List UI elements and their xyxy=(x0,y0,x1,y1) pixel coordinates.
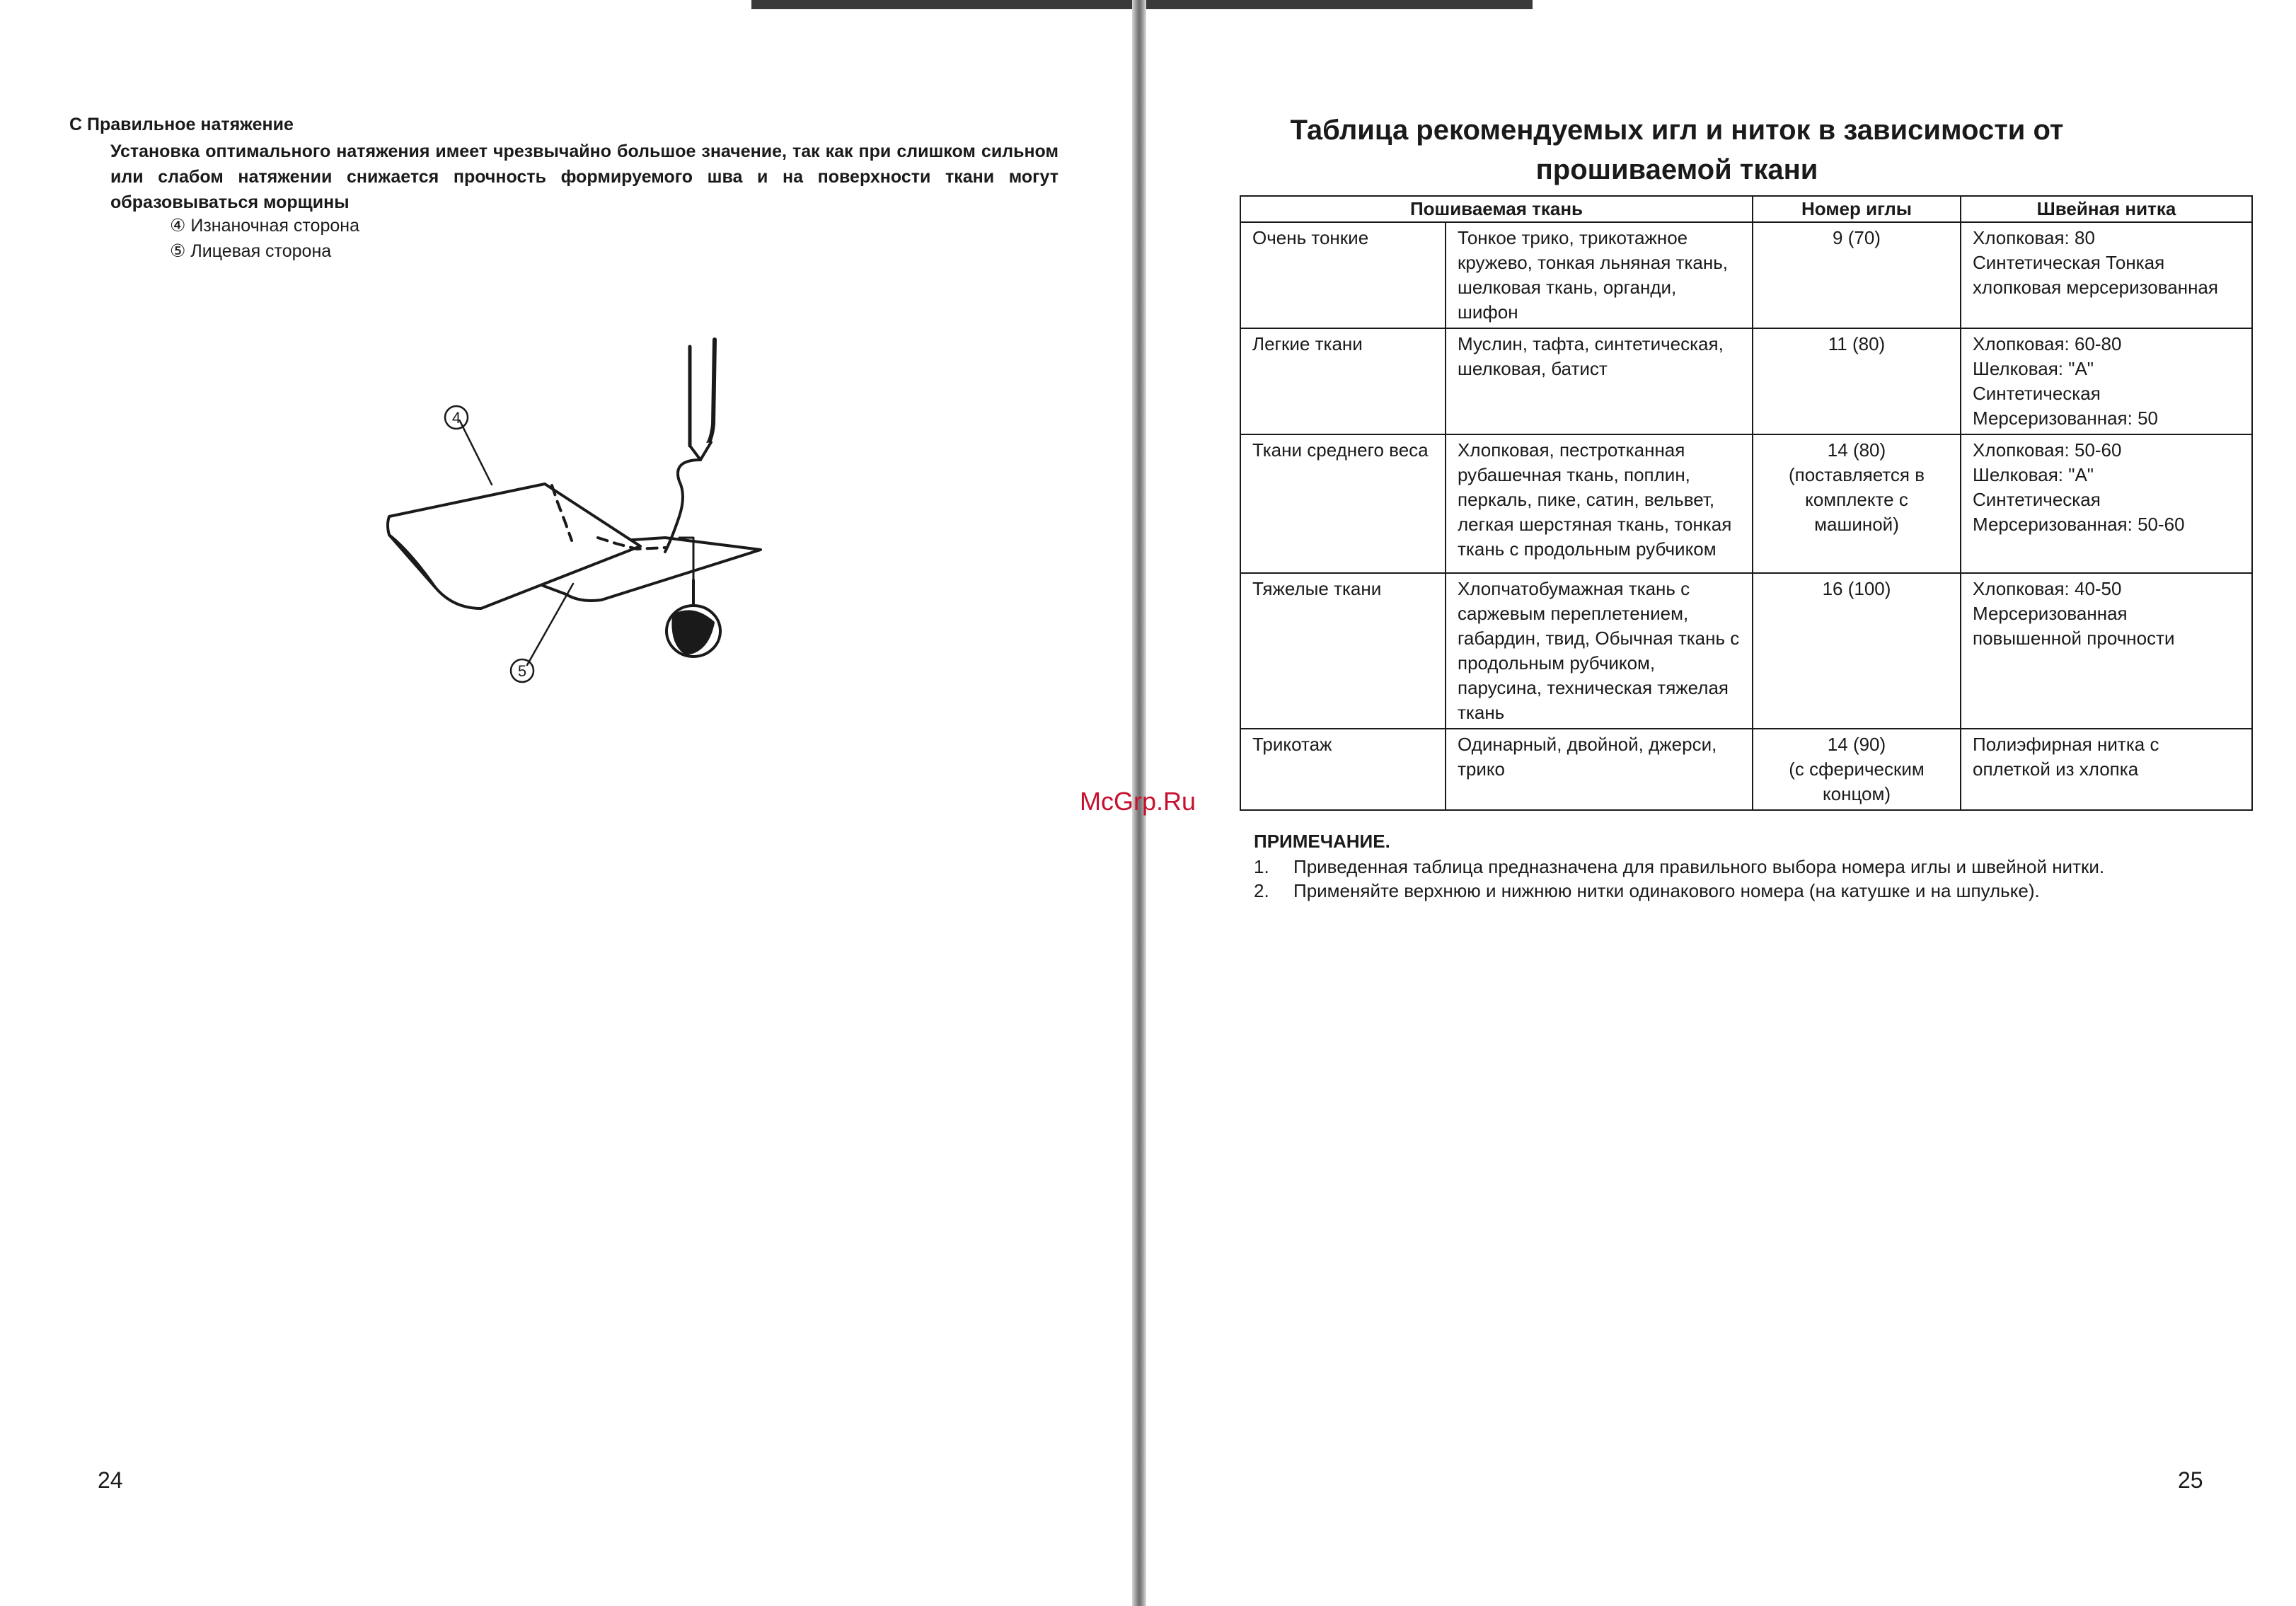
cell-thread: Хлопковая: 60-80 Шелковая: "A" Синтетическая Мерсеризованная: 50 xyxy=(1961,328,2252,434)
thread-tension-illustration xyxy=(368,325,821,693)
header-thread: Швейная нитка xyxy=(1961,196,2252,222)
cell-fabric-category: Очень тонкие xyxy=(1240,222,1446,328)
table-header-row xyxy=(1240,196,2252,222)
note-item xyxy=(1254,879,2237,903)
cell-needle-number: 14 (80) (поставляется в комплекте с машиной) xyxy=(1753,434,1961,573)
note-number: 2. xyxy=(1254,880,1269,901)
table-body xyxy=(1240,222,2252,810)
cell-fabric-category: Легкие ткани xyxy=(1240,328,1446,434)
cell-fabric-category: Тяжелые ткани xyxy=(1240,573,1446,729)
cell-thread: Хлопковая: 50-60 Шелковая: "A" Синтетическая Мерсеризованная: 50-60 xyxy=(1961,434,2252,573)
note-title: ПРИМЕЧАНИЕ. xyxy=(1254,831,1390,852)
cell-thread: Хлопковая: 40-50 Мерсеризованная повышенной прочности xyxy=(1961,573,2252,729)
cell-fabric-category: Трикотаж xyxy=(1240,729,1446,810)
page-number-right: 25 xyxy=(2178,1467,2203,1493)
cell-fabric-types: Хлопчатобумажная ткань с саржевым переплетением, габардин, твид, Обычная ткань с продольным рубчиком, парусина, техническая тяжелая ткань xyxy=(1446,573,1753,729)
cell-needle-number: 14 (90) (с сферическим концом) xyxy=(1753,729,1961,810)
cell-fabric-types: Хлопковая, пестротканная рубашечная ткань, поплин, перкаль, пике, сатин, вельвет, легкая шерстяная ткань, тонкая ткань с продольным рубчиком xyxy=(1446,434,1753,573)
cell-fabric-types: Одинарный, двойной, джерси, трико xyxy=(1446,729,1753,810)
label-4: 4 xyxy=(451,409,461,427)
note-text: Приведенная таблица предназначена для правильного выбора номера иглы и швейной нитки. xyxy=(1293,856,2105,877)
table-row xyxy=(1240,573,2252,729)
cell-thread: Полиэфирная нитка с оплеткой из хлопка xyxy=(1961,729,2252,810)
cell-thread: Хлопковая: 80 Синтетическая Тонкая хлопковая мерсеризованная xyxy=(1961,222,2252,328)
caption-right-side: ⑤ Лицевая сторона xyxy=(170,241,332,261)
watermark: McGrp.Ru xyxy=(1080,787,1196,816)
caption-wrong-side: ④ Изнаночная сторона xyxy=(170,216,359,236)
header-needle: Номер иглы xyxy=(1753,196,1961,222)
label-5: 5 xyxy=(517,662,527,680)
cell-needle-number: 16 (100) xyxy=(1753,573,1961,729)
cell-fabric-types: Тонкое трико, трикотажное кружево, тонкая льняная ткань, шелковая ткань, органди, шифон xyxy=(1446,222,1753,328)
table-row xyxy=(1240,222,2252,328)
cell-fabric-types: Муслин, тафта, синтетическая, шелковая, батист xyxy=(1446,328,1753,434)
header-fabric: Пошиваемая ткань xyxy=(1240,196,1753,222)
cell-fabric-category: Ткани среднего веса xyxy=(1240,434,1446,573)
needle-thread-table xyxy=(1240,195,2253,811)
section-title: C Правильное натяжение xyxy=(69,115,294,134)
cell-needle-number: 11 (80) xyxy=(1753,328,1961,434)
note-list xyxy=(1254,855,2237,903)
table-row xyxy=(1240,434,2252,573)
page-number-left: 24 xyxy=(98,1467,123,1493)
section-text: Установка оптимального натяжения имеет чрезвычайно большое значение, так как при слишком сильном или слабом натяжении снижается прочность формируемого шва и на поверхности ткани могут образовываться морщины xyxy=(110,141,1058,212)
table-title: Таблица рекомендуемых игл и ниток в зависимости от прошиваемой ткани xyxy=(1290,115,2064,185)
note-item xyxy=(1254,855,2237,879)
table-row xyxy=(1240,729,2252,810)
cell-needle-number: 9 (70) xyxy=(1753,222,1961,328)
note-number: 1. xyxy=(1254,856,1269,877)
note-text: Применяйте верхнюю и нижнюю нитки одинакового номера (на катушке и на шпульке). xyxy=(1293,880,2040,901)
table-row xyxy=(1240,328,2252,434)
